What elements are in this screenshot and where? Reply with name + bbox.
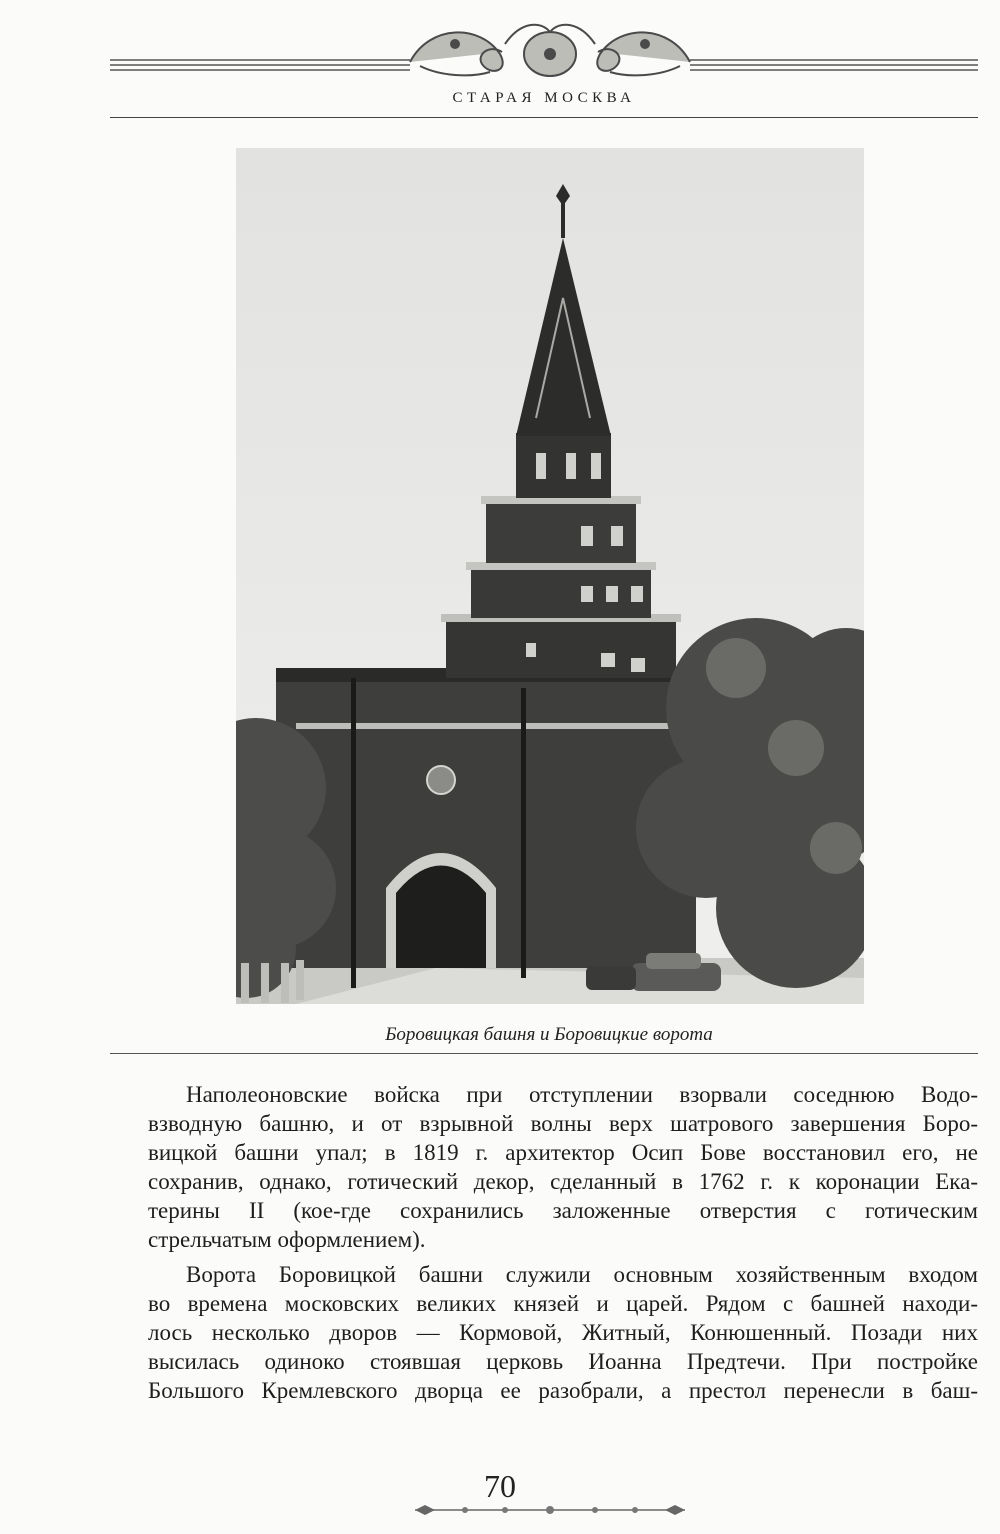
body-text bbox=[110, 1080, 978, 1405]
text-line: взводную башню, и от взрывной волны верх шатрового завершения Боро- bbox=[148, 1111, 978, 1136]
header-rule bbox=[110, 117, 978, 118]
header-ornament bbox=[110, 14, 978, 84]
text-line: лось несколько дворов — Кормовой, Житный, Конюшенный. Позади них bbox=[148, 1320, 978, 1345]
running-head: СТАРАЯ МОСКВА bbox=[452, 90, 636, 106]
paragraph bbox=[110, 1260, 978, 1405]
text-line: Большого Кремлевского дворца ее разобрали, а престол перенесли в баш- bbox=[148, 1378, 978, 1403]
tower-photograph bbox=[236, 148, 864, 1004]
caption-rule bbox=[110, 1053, 978, 1054]
text-line: стрельчатым оформлением). bbox=[148, 1227, 426, 1252]
text-line: Наполеоновские войска при отступлении взорвали соседнюю Водо- bbox=[186, 1082, 978, 1107]
text-line: вицкой башни упал; в 1819 г. архитектор Осип Бове восстановил его, не bbox=[148, 1140, 978, 1165]
page-number: 70 bbox=[484, 1468, 516, 1504]
figure-caption: Боровицкая башня и Боровицкие ворота bbox=[385, 1024, 713, 1045]
text-line: сохранив, однако, готический декор, сделанный в 1762 г. к коронации Ека- bbox=[148, 1169, 978, 1194]
paragraph bbox=[110, 1080, 978, 1254]
footer-ornament bbox=[415, 1502, 685, 1518]
text-line: высилась одиноко стоявшая церковь Иоанна Предтечи. При постройке bbox=[148, 1349, 978, 1374]
text-line: во времена московских великих князей и царей. Рядом с башней находи- bbox=[148, 1291, 978, 1316]
text-line: Ворота Боровицкой башни служили основным хозяйственным входом bbox=[186, 1262, 978, 1287]
text-line: терины II (кое-где сохранились заложенные отверстия с готическим bbox=[148, 1198, 978, 1223]
